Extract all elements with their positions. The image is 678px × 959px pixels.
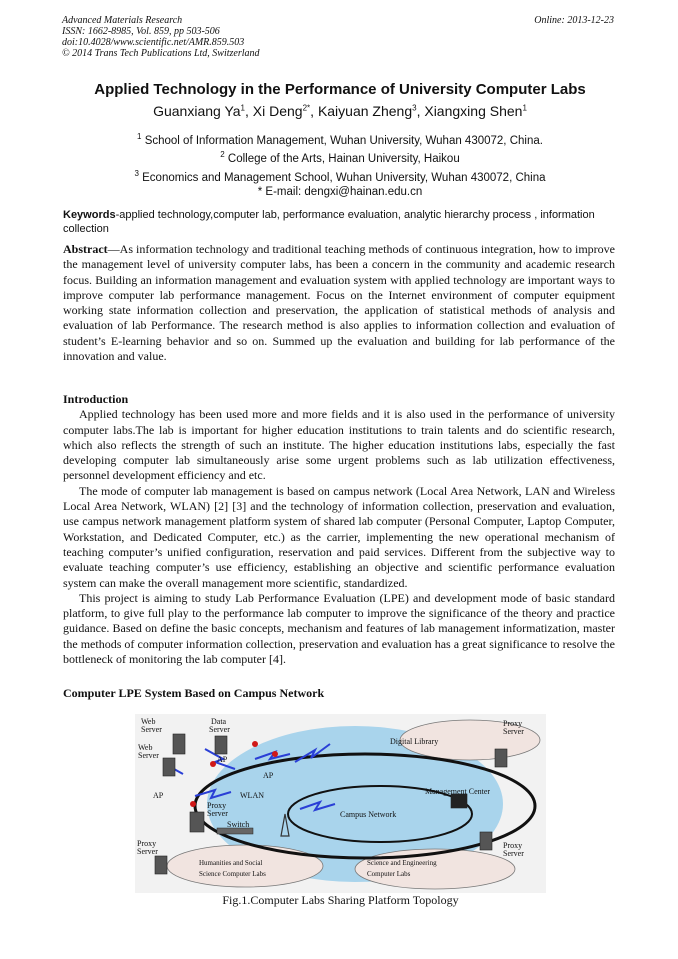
figure-caption: Fig.1.Computer Labs Sharing Platform Topology [222,893,459,907]
ap-label: AP [217,755,228,764]
author-name: Xiangxing Shen [424,103,523,119]
proxy-server-label: Server [207,809,228,818]
author-list: Guanxiang Ya$^1$, Xi Deng$^{2*}$, Kaiyuan Zheng$^3$, Xiangxing Shen$^1$ [153,103,527,119]
affiliations [40,130,640,199]
proxy-server-bl-icon [155,856,167,874]
section-heading: Introduction [63,392,129,406]
keywords-text: -applied technology,computer lab, performance evaluation, analytic hierarchy process , information collection [63,209,595,235]
copyright: © 2014 Trans Tech Publications Ltd, Switzerland [62,48,260,59]
web-server-2-label: Server [138,751,159,760]
proxy-server-label: Proxy [207,801,227,810]
humanities-labs-label: Humanities and Social [199,859,263,867]
ap-icon [272,751,278,757]
abstract-text: —As information technology and traditional teaching methods of continuous integration, how to improve the management level of university computer labs, has been a concern in the community and academic research focus. Building an information management and evaluation system with applied technology are important ways to improve computer lab performance management. Focus on the Internet environment of computer equipment working state information collection and preservation, the application of statistical methods of analysis and evaluation of lab Performance. The research method is also applies to information collection and evaluation of student’s E-learning behavior and so on. Summed up the evaluation and building for lab performance of the innovation and value. [63,242,615,364]
journal-header [62,15,614,59]
paragraph: This project is aiming to study Lab Performance Evaluation (LPE) and development mode of basic standard platform, to give full play to the performance lab computer to improve the significance of the theory and practice guidance. Based on define the basic concepts, mechanism and features of lab management informatization, master the methods of computer information collection, preservation and evaluation has a great significance to resolve the bottleneck of monitoring the lab computer [4]. [63,590,615,667]
author-name: Kaiyuan Zheng [317,103,413,119]
digital-library-label: Digital Library [390,737,439,746]
ap-icon [190,801,196,807]
abstract [63,242,615,364]
ap-icon [210,761,216,767]
switch-label: Switch [227,820,250,829]
campus-network-label: Campus Network [340,810,397,819]
science-labs-label: Computer Labs [367,870,411,878]
proxy-server-label: Proxy [503,841,523,850]
web-server-2-label: Web [138,743,153,752]
keywords [63,208,615,236]
journal-name: Advanced Materials Research [62,15,183,26]
author-sup: 3 [412,103,417,113]
web-server-1-label: Server [141,725,162,734]
issn: ISSN: 1662-8985, Vol. 859, pp 503-506 [62,26,220,37]
proxy-server-tr-icon [495,749,507,767]
proxy-server-label: Server [503,727,524,736]
data-server-label: Server [209,725,230,734]
keywords-label: Keywords [63,209,116,221]
proxy-server-br-icon [480,832,492,850]
proxy-server-label: Proxy [137,839,157,848]
author-sup: 1 [240,103,245,113]
paragraph: The mode of computer lab management is based on campus network (Local Area Network, LAN and Wireless Local Area Network, WLAN) [2] [3] and the technology of information collection, preservation and evaluation, use campus network management platform system of shared lab computer (Personal Computer, Laptop Computer, Workstation, and Dedicated Computer, etc.) as the carrier, implementing the new operational mechanism of teaching computer’s unified configuration, reservation and paid services. Different from the subjective way to evaluate teaching computer’s use efficiency, establishing an objective and scientific performance evaluation system can make the overall management more scientific, standardized. [63,483,615,590]
author-name: Xi Deng [252,103,303,119]
online-date: Online: 2013-12-23 [534,15,614,26]
science-labs-label: Science and Engineering [367,859,437,867]
ap-label: AP [153,791,164,800]
web-server-1-label: Web [141,717,156,726]
management-center-label: Management Center [425,787,491,796]
proxy-server-label: Proxy [503,719,523,728]
web-server-2-icon [163,758,175,776]
affiliation: $^1$ School of Information Management, Wuhan University, Wuhan 430072, China. [137,132,543,147]
author-sup: 1 [522,103,527,113]
author-name: Guanxiang Ya [153,103,241,119]
affiliation: $^2$ College of the Arts, Hainan University, Haikou [220,150,460,166]
data-server-label: Data [211,717,227,726]
affiliation: $^3$ Economics and Management School, Wuhan University, Wuhan 430072, China [134,168,546,184]
ap-label: AP [263,771,274,780]
introduction-section [63,392,615,667]
proxy-server-label: Server [137,847,158,856]
topology-figure [135,714,546,893]
doi: doi:10.4028/www.scientific.net/AMR.859.503 [62,37,245,48]
paragraph: Applied technology has been used more and more fields and it is also used in the performance of university computer labs.The lab is important for higher education institutions to train talents and do scientific research, which also reflects the strength of such an institute. The higher education institutions labs, especially the fast developing computer lab simultaneously arise some urgent problems such as lab utilization effectiveness, personnel development efficiency and etc. [63,407,615,483]
author-sup: 2* [302,103,311,113]
web-server-1-icon [173,734,185,754]
section-heading: Computer LPE System Based on Campus Network [63,686,325,700]
proxy-server-label: Server [503,849,524,858]
abstract-label: Abstract [63,242,108,256]
humanities-labs-label: Science Computer Labs [199,870,266,878]
contact-email: * E-mail: dengxi@hainan.edu.cn [257,185,423,198]
paper-title: Applied Technology in the Performance of University Computer Labs [94,81,586,98]
proxy-server-center-icon [190,812,204,832]
management-center-icon [451,794,467,808]
data-server-icon [215,736,227,754]
ap-icon [252,741,258,747]
wlan-label: WLAN [240,791,264,800]
